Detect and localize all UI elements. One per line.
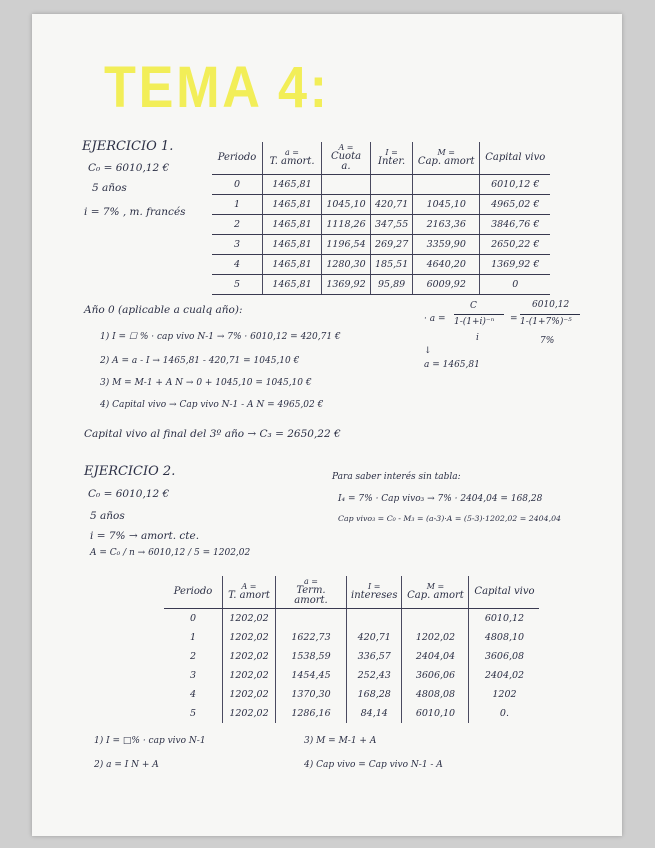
table-cell: 1202 xyxy=(469,685,540,704)
table-cell: 269,27 xyxy=(371,235,413,255)
table-row xyxy=(212,195,550,215)
table-cell: 1202,02 xyxy=(223,704,276,723)
ex1-formula-result: a = 1465,81 xyxy=(424,360,480,370)
ex1-col-header: Periodo xyxy=(212,142,263,175)
table-cell: 1118,26 xyxy=(322,215,371,235)
ex1-given-rate: i = 7% , m. francés xyxy=(84,206,186,218)
ex2-step-1: 1) I = □% · cap vivo N-1 xyxy=(94,736,206,746)
table-cell: 6009,92 xyxy=(413,275,480,295)
table-cell: 1622,73 xyxy=(276,628,347,647)
ex2-col-header: I = intereses xyxy=(347,576,402,609)
table-cell: 185,51 xyxy=(371,255,413,275)
table-cell: 1465,81 xyxy=(263,195,322,215)
table-row xyxy=(164,666,539,685)
table-cell: 4 xyxy=(189,689,197,700)
ex2-step-4: 4) Cap vivo = Cap vivo N-1 - A xyxy=(304,760,443,770)
table-cell: 6010,12 € xyxy=(480,175,551,195)
table-cell: 1465,81 xyxy=(263,235,322,255)
ex1-step-2: 2) A = a - I → 1465,81 - 420,71 = 1045,10 € xyxy=(100,356,300,366)
table-cell: 2650,22 € xyxy=(480,235,551,255)
table-cell: 0 xyxy=(480,275,551,295)
table-cell: 1465,81 xyxy=(263,175,322,195)
ex1-formula-den1: 1-(1+i)⁻ⁿ xyxy=(454,317,495,327)
table-cell xyxy=(371,175,413,195)
table-cell: 2 xyxy=(212,215,263,235)
table-cell: 1202,02 xyxy=(223,685,276,704)
table-cell: 6010,10 xyxy=(402,704,469,723)
table-cell xyxy=(276,609,347,629)
table-cell: 420,71 xyxy=(347,628,402,647)
ex1-amortization-table xyxy=(212,142,550,295)
table-cell: 2404,04 xyxy=(402,647,469,666)
table-cell: 3606,06 xyxy=(402,666,469,685)
exercise-2-heading: EJERCICIO 2. xyxy=(84,464,176,479)
ex1-conclusion: Capital vivo al final del 3º año → C₃ = 2650,22 € xyxy=(84,428,341,440)
ex1-col-header: M = Cap. amort xyxy=(413,142,480,175)
table-cell: 1202,02 xyxy=(402,628,469,647)
table-row xyxy=(164,609,539,629)
ex2-side-note-2: I₄ = 7% · Cap vivo₃ → 7% · 2404,04 = 168,28 xyxy=(338,494,543,504)
ex1-step-4: 4) Capital vivo → Cap vivo N-1 - A N = 4965,02 € xyxy=(100,400,324,410)
notebook-page xyxy=(32,14,622,836)
table-cell: 4640,20 xyxy=(413,255,480,275)
table-cell: 1465,81 xyxy=(263,275,322,295)
ex1-col-header: a = T. amort. xyxy=(263,142,322,175)
table-row xyxy=(164,685,539,704)
table-cell: 2404,02 xyxy=(469,666,540,685)
table-row xyxy=(212,235,550,255)
table-cell: 0 xyxy=(212,175,263,195)
table-cell: 336,57 xyxy=(347,647,402,666)
ex1-col-header: A = Cuota a. xyxy=(322,142,371,175)
table-cell xyxy=(402,609,469,629)
table-cell: 3846,76 € xyxy=(480,215,551,235)
table-cell: 1202,02 xyxy=(223,647,276,666)
table-cell: 252,43 xyxy=(347,666,402,685)
table-cell: 1280,30 xyxy=(322,255,371,275)
table-cell: 3606,08 xyxy=(469,647,540,666)
ex2-col-header: a = Term. amort. xyxy=(276,576,347,609)
equals-sign: = xyxy=(510,314,518,324)
table-cell xyxy=(322,175,371,195)
table-cell: 1454,45 xyxy=(276,666,347,685)
ex2-amortization-table xyxy=(164,576,539,723)
table-cell: 1196,54 xyxy=(322,235,371,255)
exercise-1-heading: EJERCICIO 1. xyxy=(82,139,174,154)
table-cell xyxy=(347,609,402,629)
fraction-bar xyxy=(520,314,580,315)
table-cell: 1045,10 xyxy=(413,195,480,215)
ex2-col-header: A = T. amort xyxy=(223,576,276,609)
ex2-given-rate: i = 7% → amort. cte. xyxy=(90,530,200,542)
ex1-formula-den2: 1-(1+7%)⁻⁵ xyxy=(520,317,572,327)
table-cell: 3359,90 xyxy=(413,235,480,255)
ex2-given-years: 5 años xyxy=(90,510,125,522)
table-cell: 1369,92 € xyxy=(480,255,551,275)
table-cell: 1202,02 xyxy=(223,628,276,647)
table-cell: 0 xyxy=(189,613,197,624)
ex2-step-2: 2) a = I N + A xyxy=(94,760,159,770)
table-cell: 1538,59 xyxy=(276,647,347,666)
table-cell: 1286,16 xyxy=(276,704,347,723)
table-cell: 1045,10 xyxy=(322,195,371,215)
ex1-formula-a-label: · a = xyxy=(424,314,446,324)
table-cell: 4808,10 xyxy=(469,628,540,647)
table-cell: 1202,02 xyxy=(223,609,276,629)
ex2-side-note-3: Cap vivo₃ = C₀ - M₃ = (a-3)·A = (5-3)·1202,02 = 2404,04 xyxy=(338,514,561,523)
table-cell: 1465,81 xyxy=(263,215,322,235)
ex1-formula-den2b: 7% xyxy=(540,336,555,346)
table-cell: 3 xyxy=(212,235,263,255)
table-cell: 1465,81 xyxy=(263,255,322,275)
ex1-formula-num: 6010,12 xyxy=(532,300,570,310)
page-title: TEMA 4: xyxy=(104,55,330,120)
ex1-formula-c: C xyxy=(470,301,477,311)
ex2-side-note-1: Para saber interés sin tabla: xyxy=(332,472,461,482)
table-row xyxy=(212,215,550,235)
ex2-given-capital: C₀ = 6010,12 € xyxy=(88,488,170,500)
fraction-bar xyxy=(454,314,504,315)
table-row xyxy=(164,628,539,647)
table-cell: 84,14 xyxy=(347,704,402,723)
table-row xyxy=(212,275,550,295)
table-cell: 1 xyxy=(212,195,263,215)
ex1-formula-den1b: i xyxy=(476,333,479,343)
table-row xyxy=(212,175,550,195)
table-cell xyxy=(413,175,480,195)
table-cell: 2163,36 xyxy=(413,215,480,235)
ex2-col-header: M = Cap. amort xyxy=(402,576,469,609)
table-cell: 4965,02 € xyxy=(480,195,551,215)
table-cell: 1202,02 xyxy=(223,666,276,685)
table-row xyxy=(164,647,539,666)
ex2-col-header: Periodo xyxy=(164,576,223,609)
ex2-step-3: 3) M = M-1 + A xyxy=(304,736,377,746)
table-cell: 4808,08 xyxy=(402,685,469,704)
table-cell: 1369,92 xyxy=(322,275,371,295)
down-arrow-icon: ↓ xyxy=(424,346,432,356)
table-cell: 1 xyxy=(189,632,197,643)
table-cell: 6010,12 xyxy=(469,609,540,629)
ex2-col-header: Capital vivo xyxy=(469,576,540,609)
table-cell: 5 xyxy=(189,708,197,719)
table-cell: 1370,30 xyxy=(276,685,347,704)
table-cell: 95,89 xyxy=(371,275,413,295)
table-cell: 2 xyxy=(189,651,197,662)
ex1-col-header: I = Inter. xyxy=(371,142,413,175)
table-cell: 4 xyxy=(212,255,263,275)
ex1-col-header: Capital vivo xyxy=(480,142,551,175)
ex2-formula: A = C₀ / n → 6010,12 / 5 = 1202,02 xyxy=(90,548,251,558)
ex1-step-1: 1) I = ☐ % · cap vivo N-1 → 7% · 6010,12 = 420,71 € xyxy=(100,332,341,342)
table-cell: 347,55 xyxy=(371,215,413,235)
table-row xyxy=(212,255,550,275)
ex1-step-3: 3) M = M-1 + A N → 0 + 1045,10 = 1045,10 € xyxy=(100,378,312,388)
ex1-given-capital: C₀ = 6010,12 € xyxy=(88,162,170,174)
table-cell: 0. xyxy=(469,704,540,723)
ex1-note: Año 0 (aplicable a cualq año): xyxy=(84,304,243,316)
table-cell: 5 xyxy=(212,275,263,295)
table-cell: 168,28 xyxy=(347,685,402,704)
ex1-given-years: 5 años xyxy=(92,182,127,194)
table-cell: 420,71 xyxy=(371,195,413,215)
table-row xyxy=(164,704,539,723)
table-cell: 3 xyxy=(189,670,197,681)
